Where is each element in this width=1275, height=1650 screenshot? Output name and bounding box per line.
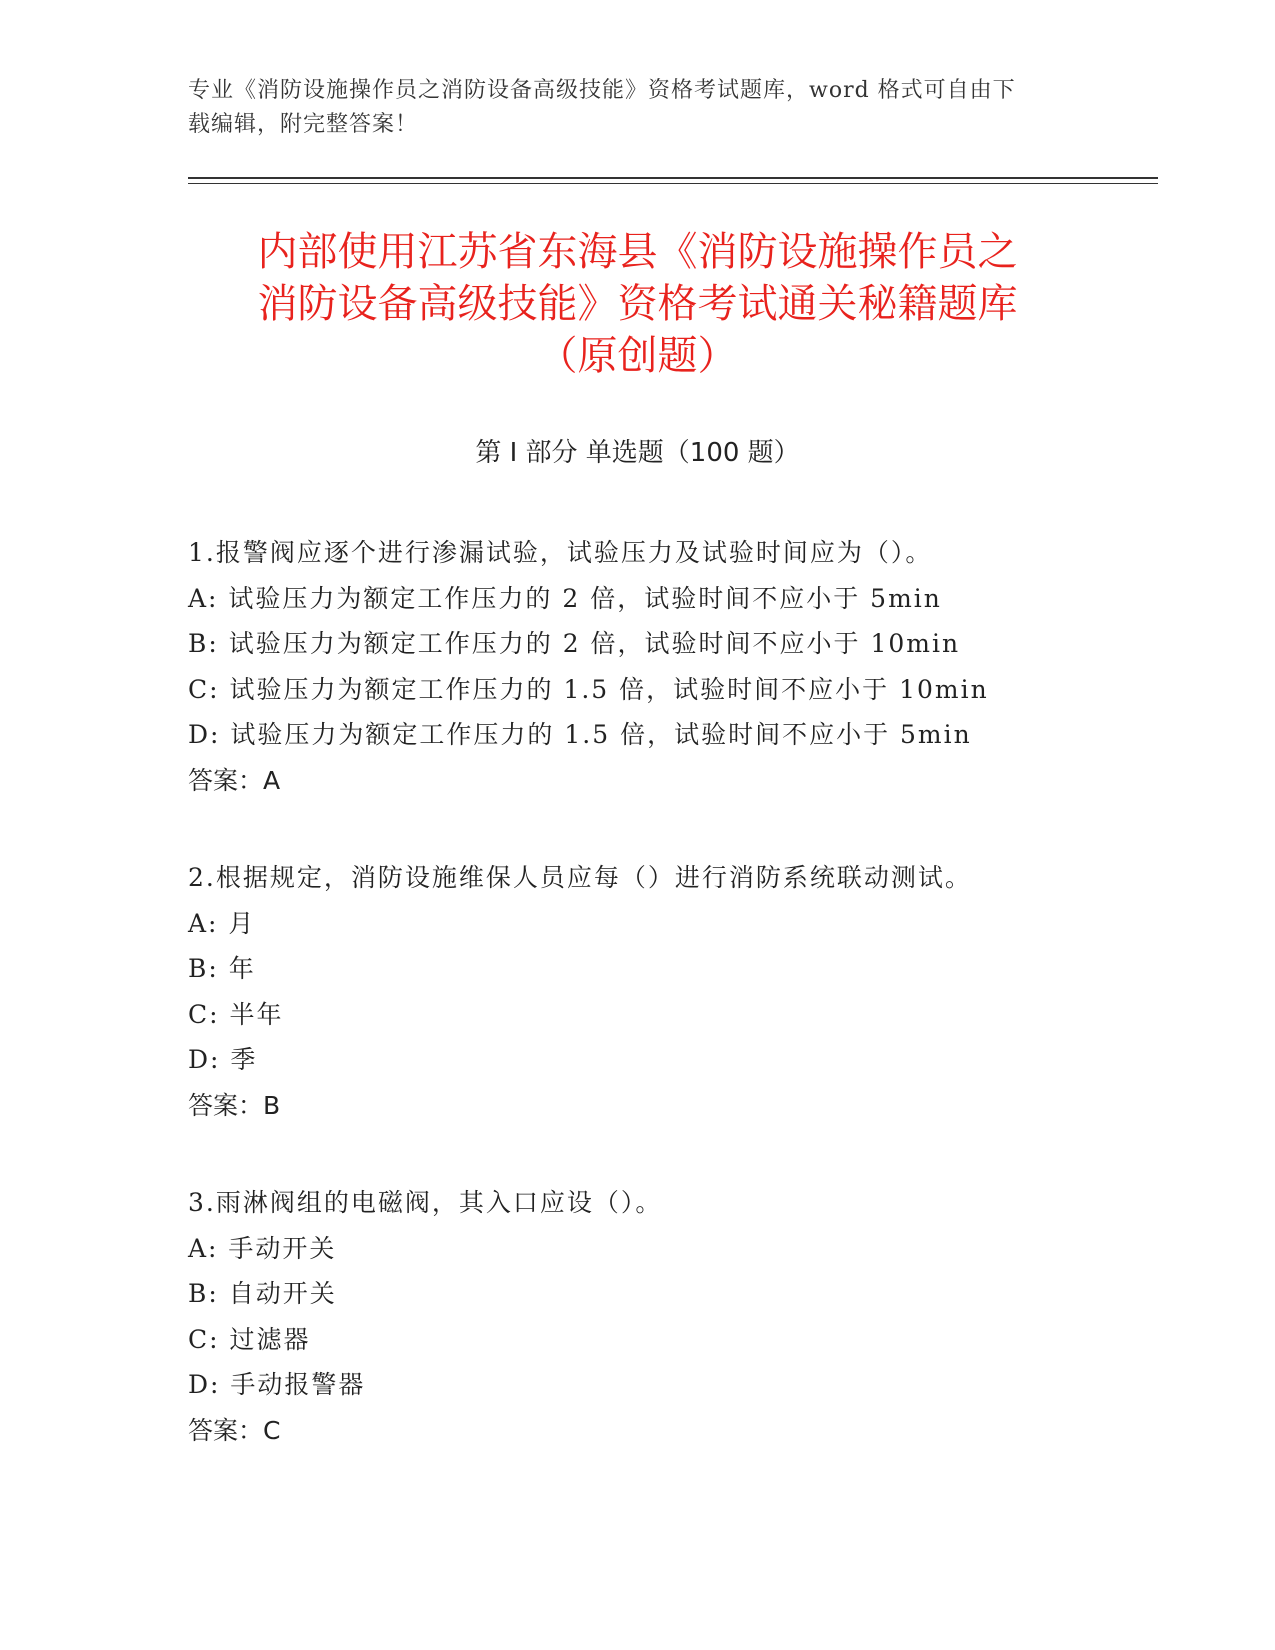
question-list — [188, 530, 1148, 1505]
question-item — [188, 1180, 1148, 1453]
option-a: A: 月 — [188, 908, 256, 938]
question-stem: 3.雨淋阀组的电磁阀，其入口应设（）。 — [188, 1188, 663, 1217]
header-divider-thin — [188, 183, 1158, 184]
option-b: B: 试验压力为额定工作压力的 2 倍，试验时间不应小于 10min — [188, 629, 961, 658]
header-divider-thick — [188, 177, 1158, 179]
option-b: B: 年 — [188, 954, 256, 983]
section-heading: 第 I 部分 单选题（100 题） — [475, 438, 800, 468]
document-title — [150, 226, 1125, 382]
option-a: A: 试验压力为额定工作压力的 2 倍，试验时间不应小于 5min — [188, 583, 942, 613]
option-c: C: 过滤器 — [188, 1324, 311, 1354]
question-item — [188, 530, 1148, 803]
option-d: D: 试验压力为额定工作压力的 1.5 倍，试验时间不应小于 5min — [188, 720, 972, 749]
option-d: D: 季 — [188, 1045, 258, 1074]
question-stem: 1.报警阀应逐个进行渗漏试验，试验压力及试验时间应为（）。 — [188, 538, 933, 567]
answer-line: 答案：B — [188, 1090, 281, 1120]
header-note-line: 载编辑，附完整答案！ — [188, 112, 419, 137]
option-a: A: 手动开关 — [188, 1233, 337, 1263]
option-c: C: 半年 — [188, 999, 284, 1029]
title-line: （原创题） — [537, 333, 738, 379]
option-c: C: 试验压力为额定工作压力的 1.5 倍，试验时间不应小于 10min — [188, 674, 989, 704]
option-b: B: 自动开关 — [188, 1279, 337, 1308]
option-d: D: 手动报警器 — [188, 1370, 366, 1399]
answer-line: 答案：C — [188, 1415, 281, 1445]
title-line: 消防设备高级技能》资格考试通关秘籍题库 — [257, 281, 1018, 327]
answer-line: 答案：A — [188, 765, 281, 795]
question-stem: 2.根据规定，消防设施维保人员应每（）进行消防系统联动测试。 — [188, 863, 972, 892]
header-note — [188, 74, 1068, 142]
header-note-line: 专业《消防设施操作员之消防设备高级技能》资格考试题库，word 格式可自由下 — [188, 78, 1016, 103]
title-line: 内部使用江苏省东海县《消防设施操作员之 — [257, 229, 1018, 275]
question-item — [188, 855, 1148, 1128]
